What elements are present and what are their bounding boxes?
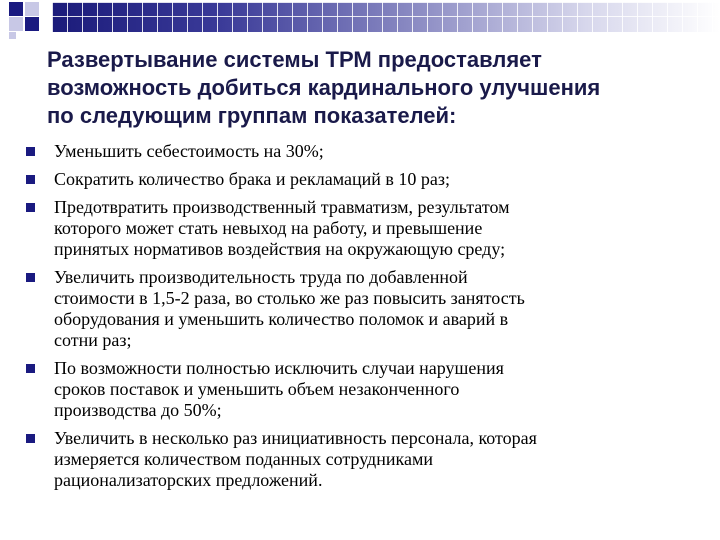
bullet-line: измеряется количеством поданных сотрудниками	[54, 449, 433, 469]
slide-title	[47, 46, 697, 130]
bullet-line: Увеличить производительность труда по добавленной	[54, 267, 468, 287]
list-item	[26, 197, 706, 260]
decorative-square	[9, 2, 23, 16]
square-bullet-icon	[26, 273, 35, 282]
bullet-line: Уменьшить себестоимость на 30%;	[54, 141, 324, 161]
header-gradient-band	[52, 2, 720, 32]
square-bullet-icon	[26, 203, 35, 212]
bullet-line: рационализаторских предложений.	[54, 470, 323, 490]
bullet-text	[54, 141, 706, 162]
square-bullet-icon	[26, 175, 35, 184]
bullet-line: Предотвратить производственный травматизм, результатом	[54, 197, 510, 217]
list-item	[26, 169, 706, 190]
bullet-line: оборудования и уменьшить количество поломок и аварий в	[54, 309, 509, 329]
bullet-line: принятых нормативов воздействия на окружающую среду;	[54, 239, 506, 259]
bullet-line: По возможности полностью исключить случаи нарушения	[54, 358, 504, 378]
bullet-line: сотни раз;	[54, 330, 132, 350]
bullet-line: Сократить количество брака и рекламаций в 10 раз;	[54, 169, 450, 189]
bullet-text	[54, 197, 706, 260]
square-bullet-icon	[26, 364, 35, 373]
decorative-square	[9, 32, 16, 39]
bullet-text	[54, 169, 706, 190]
bullet-line: стоимости в 1,5-2 раза, во столько же раз повысить занятость	[54, 288, 525, 308]
bullet-text	[54, 428, 706, 491]
title-line: по следующим группам показателей:	[47, 103, 457, 128]
bullet-text	[54, 358, 706, 421]
bullet-text	[54, 267, 706, 351]
bullet-line: производства до 50%;	[54, 400, 222, 420]
square-bullet-icon	[26, 147, 35, 156]
decorative-square	[25, 17, 39, 31]
title-line: Развертывание системы ТРМ предоставляет	[47, 47, 542, 72]
bullet-line: сроков поставок и уменьшить объем незаконченного	[54, 379, 460, 399]
list-item	[26, 428, 706, 491]
bullet-line: которого может стать невыход на работу, и превышение	[54, 218, 483, 238]
list-item	[26, 141, 706, 162]
bullet-list	[26, 141, 706, 498]
header-grid-pattern	[52, 2, 720, 32]
list-item	[26, 358, 706, 421]
decorative-square	[25, 2, 39, 16]
title-line: возможность добиться кардинального улучшения	[47, 75, 601, 100]
square-bullet-icon	[26, 434, 35, 443]
list-item	[26, 267, 706, 351]
bullet-line: Увеличить в несколько раз инициативность персонала, которая	[54, 428, 537, 448]
decorative-square	[9, 17, 23, 31]
